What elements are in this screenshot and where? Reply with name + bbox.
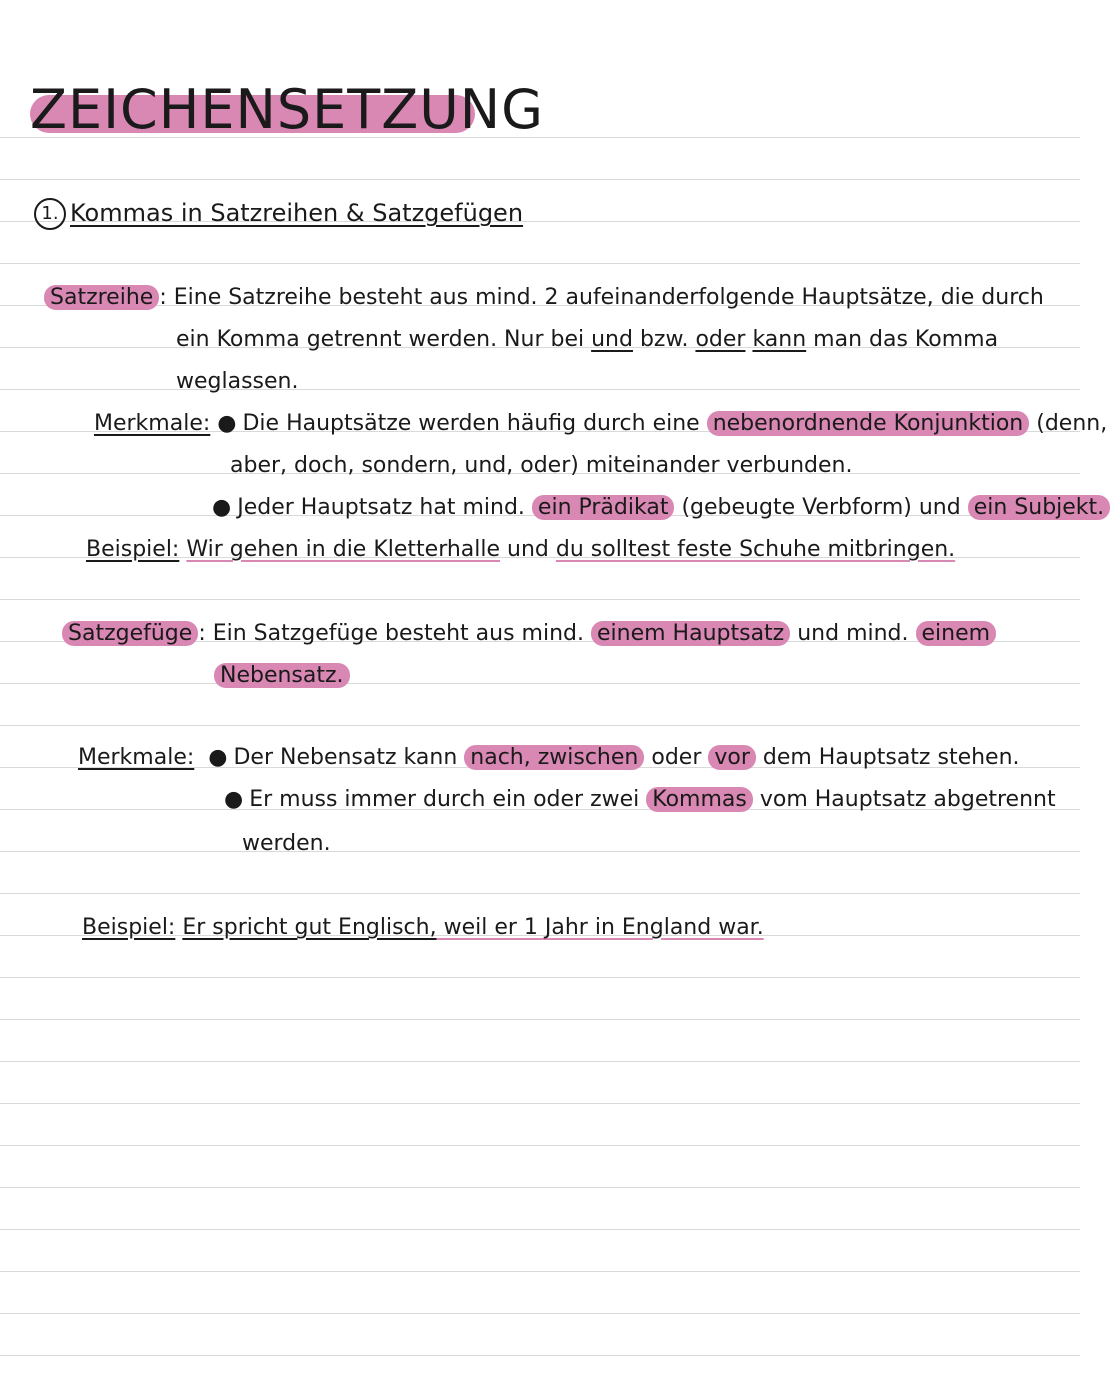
satzreihe-merkmale-label: Merkmale: xyxy=(94,411,211,436)
satzgefuege-merkmale-label: Merkmale: xyxy=(78,745,195,770)
satzgefuege-merkmal-2-cont: werden. xyxy=(242,831,331,856)
satzreihe-merkmal-2: ● Jeder Hauptsatz hat mind. ein Prädikat (gebeugte Verbform) und ein Subjekt. xyxy=(212,493,1110,523)
section-number: 1. xyxy=(34,198,66,230)
satzreihe-term: Satzreihe xyxy=(44,285,159,310)
satzreihe-definition: Eine Satzreihe besteht aus mind. 2 aufeinanderfolgende Hauptsätze, die durch xyxy=(173,285,1044,310)
section-heading-text: Kommas in Satzreihen & Satzgefügen xyxy=(70,199,524,227)
satzgefuege-def-line-2: Nebensatz. xyxy=(214,661,350,691)
satzreihe-def-line-3: weglassen. xyxy=(176,369,299,394)
satzreihe-merkmal-1-cont: aber, doch, sondern, und, oder) miteinander verbunden. xyxy=(230,453,853,478)
satzgefuege-def-line-1: Satzgefüge : Ein Satzgefüge besteht aus mind. einem Hauptsatz und mind. einem xyxy=(62,619,996,649)
satzgefuege-merkmal-2: ● Er muss immer durch ein oder zwei Kommas vom Hauptsatz abgetrennt xyxy=(224,787,1056,812)
bullet-icon: ● xyxy=(217,411,237,436)
satzgefuege-merkmal-1: Merkmale: ● Der Nebensatz kann nach, zwischen oder vor dem Hauptsatz stehen. xyxy=(78,745,1020,770)
bullet-icon: ● xyxy=(224,787,244,812)
satzgefuege-beispiel: Beispiel: Er spricht gut Englisch, weil er 1 Jahr in England war. xyxy=(82,915,764,940)
section-heading xyxy=(34,196,523,230)
satzreihe-def-line-2: ein Komma getrennt werden. Nur bei und bzw. oder kann man das Komma xyxy=(176,327,999,352)
satzreihe-def-line-1: Satzreihe : Eine Satzreihe besteht aus mind. 2 aufeinanderfolgende Hauptsätze, die durch xyxy=(44,283,1044,313)
satzgefuege-term: Satzgefüge xyxy=(62,621,198,646)
satzreihe-merkmal-1: Merkmale: ● Die Hauptsätze werden häufig durch eine nebenordnende Konjunktion (denn, xyxy=(94,411,1108,436)
bullet-icon: ● xyxy=(212,495,232,520)
bullet-icon: ● xyxy=(208,745,228,770)
page-title: ZEICHENSETZUNG xyxy=(30,78,545,141)
satzgefuege-beispiel-label: Beispiel: xyxy=(82,915,176,940)
satzreihe-beispiel-label: Beispiel: xyxy=(86,537,180,562)
satzreihe-beispiel: Beispiel: Wir gehen in die Kletterhalle und du solltest feste Schuhe mitbringen. xyxy=(86,537,956,562)
